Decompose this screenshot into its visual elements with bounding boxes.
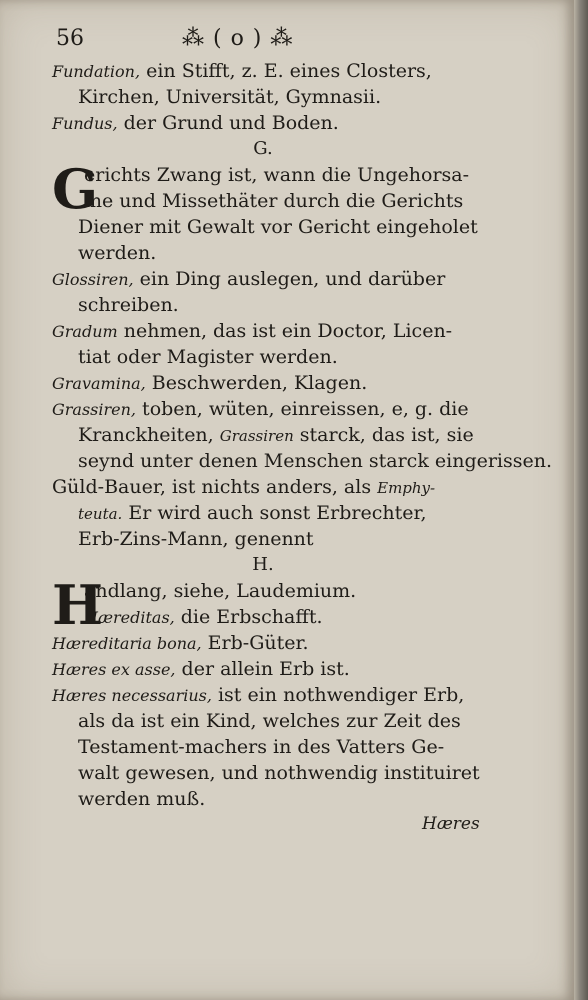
text-line: walt gewesen, und nothwendig instituiret — [78, 762, 480, 784]
text-line: Testament-machers in des Vatters Ge- — [78, 736, 445, 758]
header-ornament: ⁂ ( o ) ⁂ — [182, 26, 294, 51]
entry-definition: ist ein nothwendiger Erb, — [211, 684, 465, 706]
text-line: erichts Zwang ist, wann die Ungehorsa- — [84, 164, 470, 186]
text-line — [52, 630, 514, 656]
section-letter-g: G. — [253, 138, 273, 159]
text-line: me und Missethäter durch die Gerichts — [84, 190, 464, 212]
section-letter-h: H. — [252, 554, 274, 575]
italic-term: Grassiren — [219, 427, 294, 445]
text-line — [52, 318, 514, 344]
italic-term: Emphy- — [377, 479, 436, 497]
text-line — [52, 370, 514, 396]
entry-lemma: Gravamina, — [52, 374, 146, 393]
entry-definition: toben, wüten, einreissen, e, g. die — [136, 398, 469, 420]
text-line — [52, 396, 514, 422]
entry-definition: die Erbschafft. — [174, 606, 323, 628]
running-head — [52, 22, 512, 56]
text-line: schreiben. — [78, 294, 179, 316]
entry-lemma: Hæres necessarius, — [52, 686, 212, 705]
text-run: starck, das ist, sie — [293, 424, 474, 446]
entry-lemma: Glossiren, — [52, 270, 134, 289]
text-line — [52, 422, 514, 448]
entry-lemma: Fundation, — [52, 62, 141, 81]
entry-definition: der allein Erb ist. — [175, 658, 350, 680]
page-number: 56 — [56, 26, 84, 51]
text-line — [52, 266, 514, 292]
text-run: Er wird auch sonst Erbrechter, — [122, 502, 427, 524]
text-line — [52, 656, 514, 682]
entry-lemma: Grassiren, — [52, 400, 137, 419]
text-line: werden muß. — [78, 788, 206, 810]
text-line — [52, 500, 514, 526]
text-line: andlang, siehe, Laudemium. — [84, 580, 357, 602]
text-line: als da ist ein Kind, welches zur Zeit des — [78, 710, 461, 732]
text-line — [52, 110, 514, 136]
entry-lemma: Gradum — [52, 322, 118, 341]
text-line: tiat oder Magister werden. — [78, 346, 338, 368]
entry-lemma: Hæres ex asse, — [52, 660, 176, 679]
text-line: Erb-Zins-Mann, genennt — [78, 528, 314, 550]
entry-definition: nehmen, das ist ein Doctor, Licen- — [117, 320, 453, 342]
text-line — [52, 474, 514, 500]
entry-handlang — [52, 573, 514, 637]
text-line — [52, 682, 514, 708]
entry-lemma: Hæreditas, — [84, 608, 175, 627]
entry-definition: ein Ding auslegen, und darüber — [133, 268, 446, 290]
text-run: Kranckheiten, — [78, 424, 220, 446]
text-line — [52, 58, 514, 84]
text-line: Kirchen, Universität, Gymnasii. — [78, 86, 382, 108]
entry-definition: der Grund und Boden. — [117, 112, 339, 134]
text-line: seynd unter denen Menschen starck eingerissen. — [78, 450, 553, 472]
page-edge — [574, 0, 588, 1000]
entry-definition: Beschwerden, Klagen. — [145, 372, 368, 394]
entry-definition: Erb-Güter. — [201, 632, 309, 654]
italic-term: teuta. — [78, 505, 123, 523]
text-line: Diener mit Gewalt vor Gericht eingeholet — [78, 216, 478, 238]
glossary-text — [52, 58, 553, 812]
text-run: Güld-Bauer, ist nichts anders, als — [52, 476, 378, 498]
text-line — [52, 604, 514, 630]
entry-gerichts-zwang — [52, 157, 514, 221]
entry-lemma: Fundus, — [52, 114, 118, 133]
drop-cap-h: H — [52, 573, 104, 637]
text-line: werden. — [78, 242, 157, 264]
drop-cap-g: G — [52, 157, 99, 221]
entry-definition: ein Stifft, z. E. eines Closters, — [140, 60, 432, 82]
entry-lemma: Hæreditaria bona, — [52, 634, 202, 653]
catchword: Hæres — [422, 814, 480, 834]
